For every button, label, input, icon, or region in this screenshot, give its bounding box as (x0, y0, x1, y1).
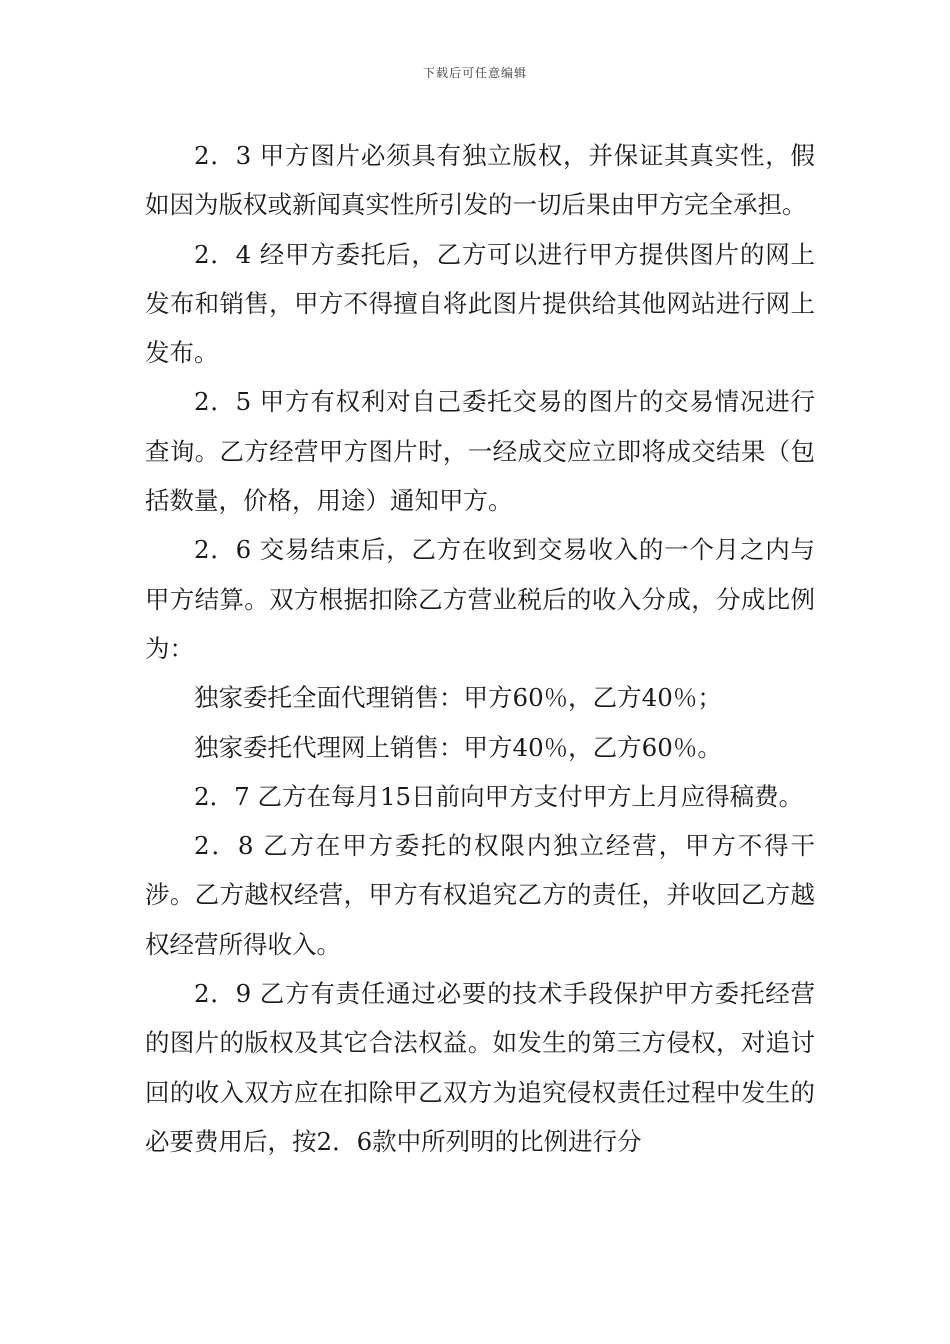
clause-2-5: 2．5 甲方有权利对自己委托交易的图片的交易情况进行查询。乙方经营甲方图片时，一经成交应立即将成交结果（包括数量，价格，用途）通知甲方。 (145, 387, 815, 516)
document-body (145, 131, 815, 1166)
ratio-full-agency: 独家委托全面代理销售：甲方60％，乙方40％； (194, 683, 722, 713)
clause-2-4: 2．4 经甲方委托后，乙方可以进行甲方提供图片的网上发布和销售，甲方不得擅自将此图片提供给其他网站进行网上发布。 (145, 239, 815, 368)
clause-2-8: 2．8 乙方在甲方委托的权限内独立经营，甲方不得干涉。乙方越权经营，甲方有权追究乙方的责任，并收回乙方越权经营所得收入。 (145, 831, 815, 959)
clause-2-9: 2．9 乙方有责任通过必要的技术手段保护甲方委托经营的图片的版权及其它合法权益。如发生的第三方侵权，对追讨回的收入双方应在扣除甲乙双方为追究侵权责任过程中发生的必要费用后，按2．6款中所列明的比例进行分 (145, 979, 815, 1156)
clause-2-3: 2．3 甲方图片必须具有独立版权，并保证其真实性，假如因为版权或新闻真实性所引发的一切后果由甲方完全承担。 (145, 141, 815, 220)
clause-2-7: 2．7 乙方在每月15日前向甲方支付甲方上月应得稿费。 (194, 781, 804, 811)
page-header: 下载后可任意编辑 (422, 66, 527, 80)
clause-2-6: 2．6 交易结束后，乙方在收到交易收入的一个月之内与甲方结算。双方根据扣除乙方营业税后的收入分成，分成比例为： (145, 535, 815, 663)
ratio-online-agency: 独家委托代理网上销售：甲方40％，乙方60％。 (194, 732, 722, 762)
